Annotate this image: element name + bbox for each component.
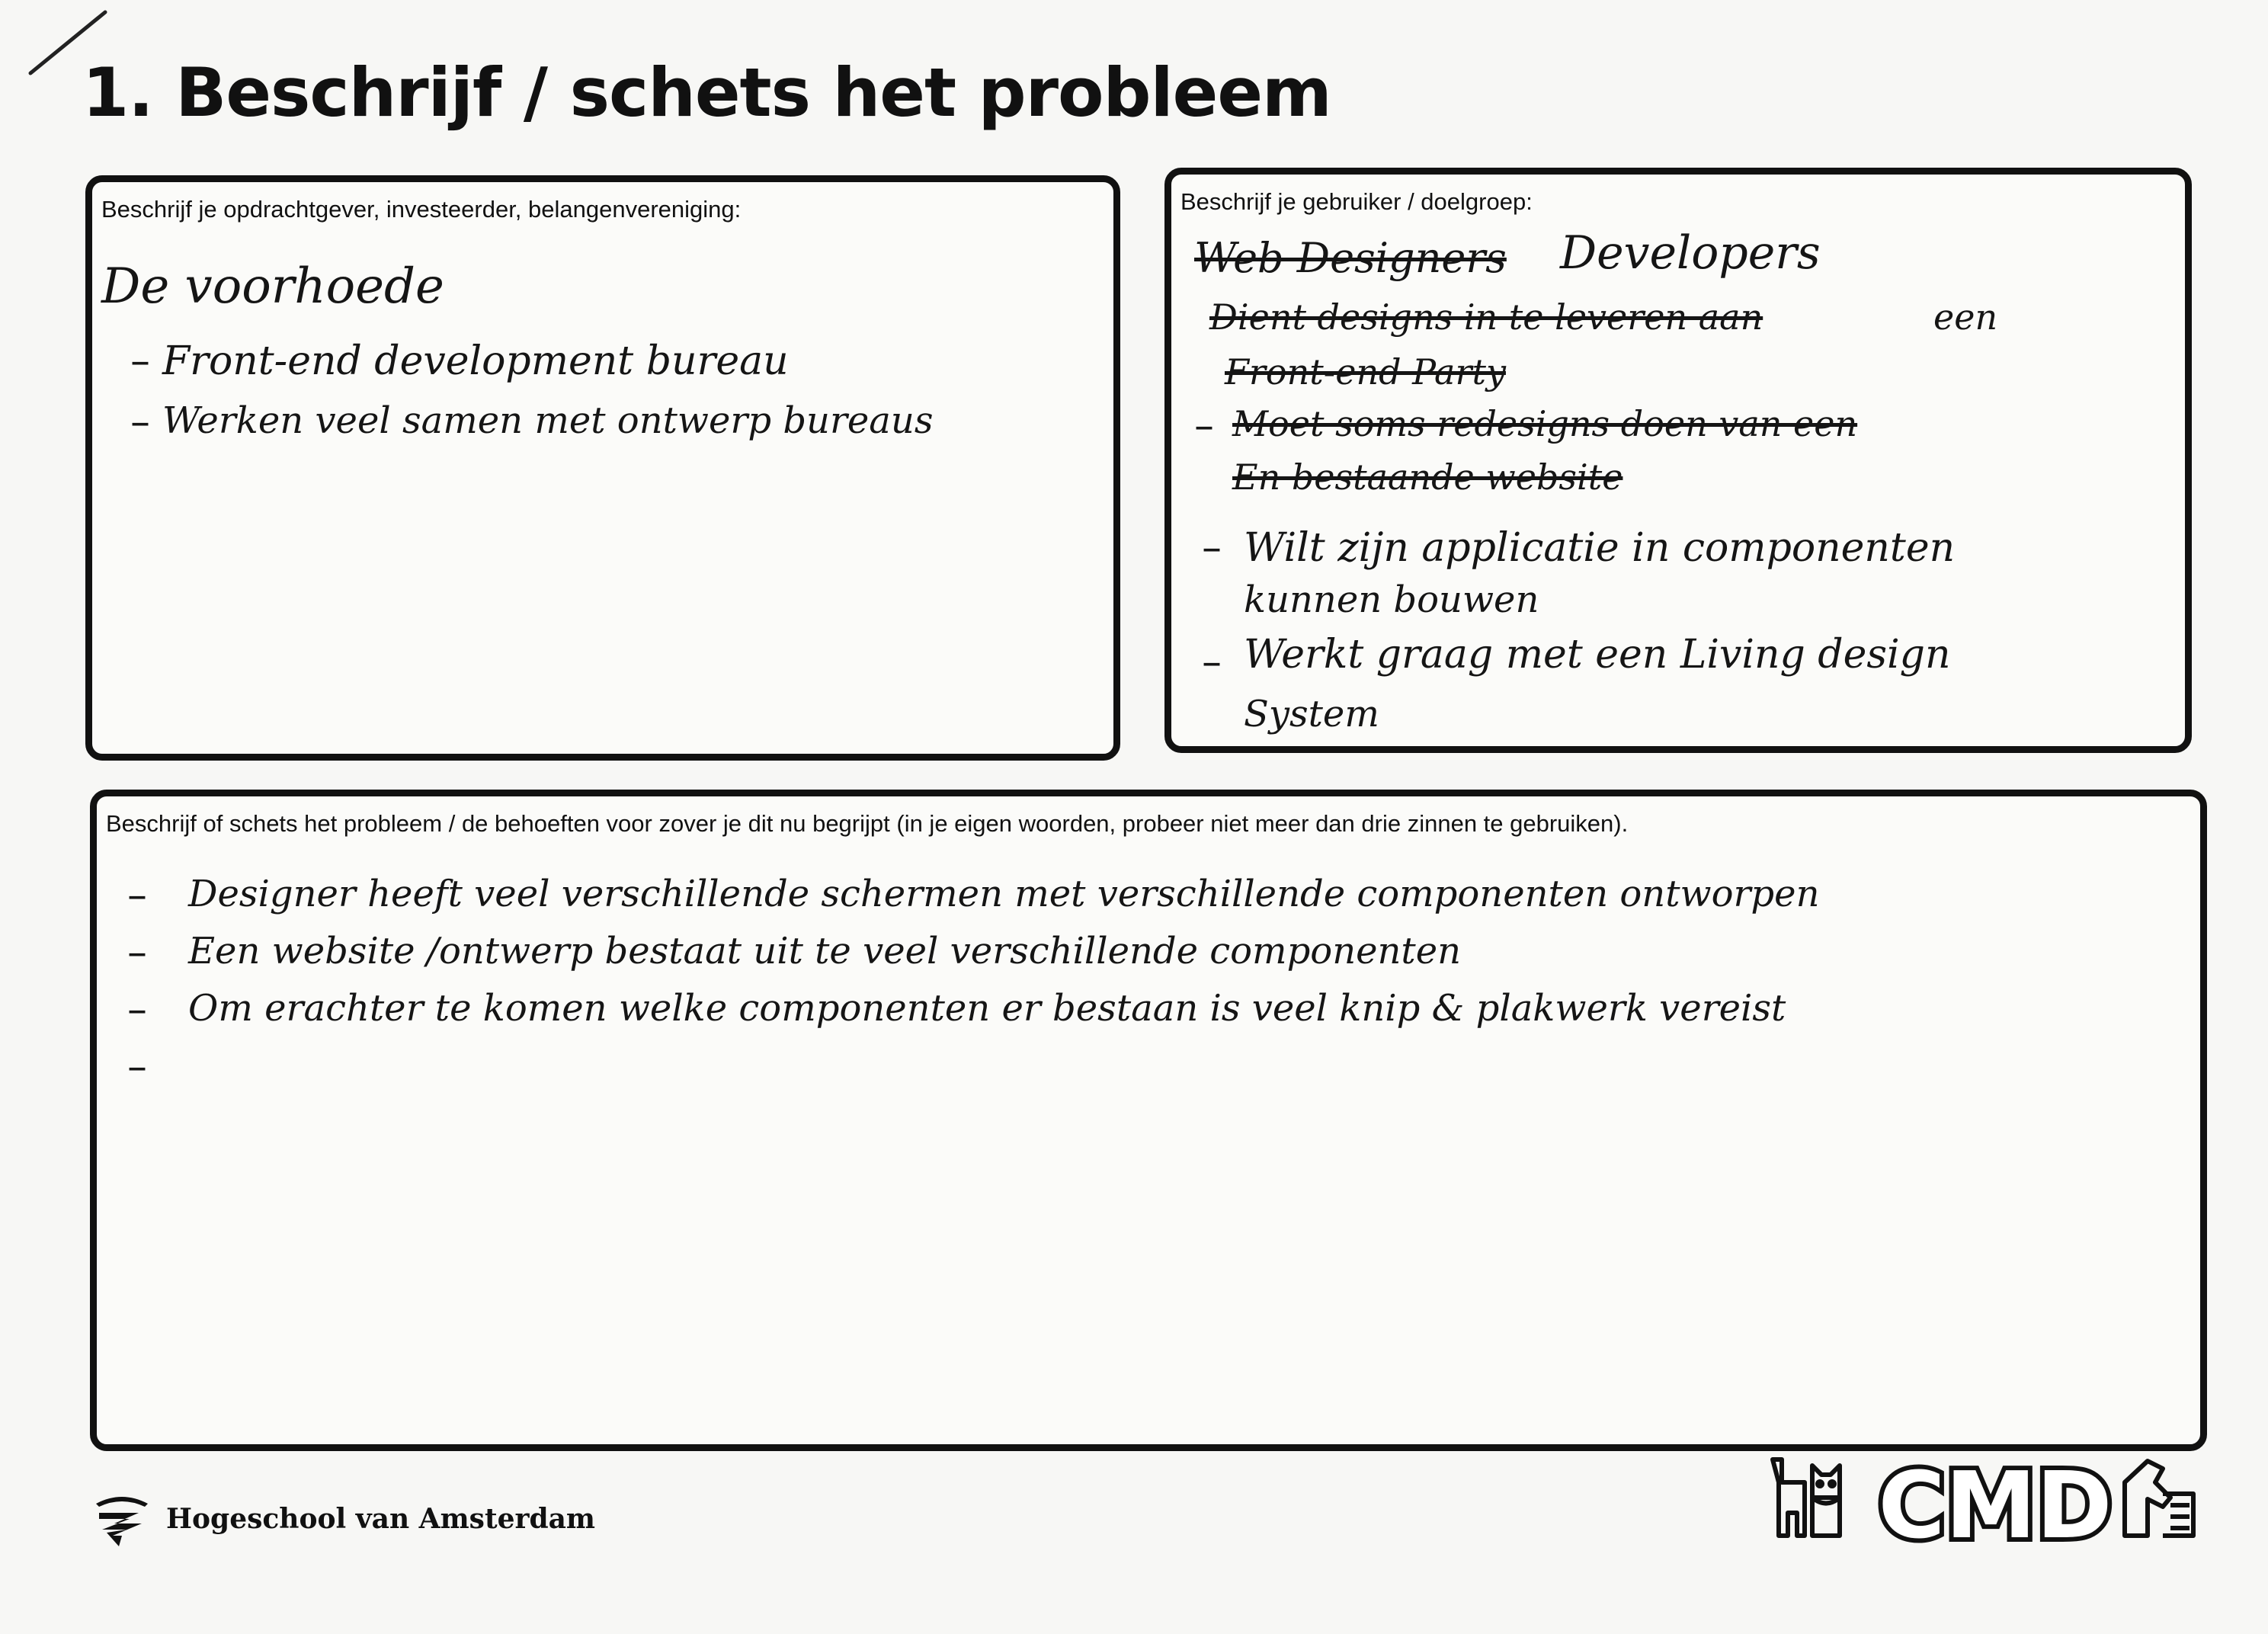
bullet-dash: – [127, 987, 147, 1033]
client-item: Front-end development bureau [162, 338, 789, 384]
bullet-dash: – [127, 1044, 147, 1090]
bullet-dash: – [130, 399, 150, 445]
client-name: De voorhoede [101, 258, 444, 315]
user-box-label: Beschrijf je gebruiker / doelgroep: [1180, 188, 1533, 215]
user-item-line1: Wilt zijn applicatie in componenten [1244, 525, 1956, 571]
horse-mascot-icon [2125, 1461, 2193, 1536]
client-box [85, 175, 1120, 761]
struck-heading: Web Designers [1194, 234, 1507, 282]
problem-box-label: Beschrijf of schets het probleem / de behoeften voor zover je dit nu begrijpt (in je eigen woorden, probeer niet meer dan drie zinnen te gebruiken). [106, 810, 1629, 837]
client-box-label: Beschrijf je opdrachtgever, investeerder, belangenvereniging: [101, 196, 742, 223]
bullet-dash: – [1202, 525, 1222, 571]
struck-line-tail: een [1933, 296, 1998, 338]
struck-line: Front-end Party [1225, 351, 1506, 392]
user-item-line1: Werkt graag met een Living design [1244, 632, 1951, 678]
problem-item: Designer heeft veel verschillende schermen met verschillende componenten ontworpen [188, 873, 1820, 915]
user-heading: Developers [1560, 226, 1821, 280]
user-item-line2: System [1244, 693, 1379, 735]
struck-line: Dient designs in te leveren aan [1209, 296, 1763, 338]
bullet-dash: – [127, 930, 147, 976]
client-item: Werken veel samen met ontwerp bureaus [162, 399, 934, 442]
page-title: 1. Beschrijf / schets het probleem [82, 53, 1331, 132]
hva-name: Hogeschool van Amsterdam [166, 1503, 596, 1535]
problem-item: Een website /ontwerp bestaat uit te veel verschillende componenten [188, 930, 1462, 972]
cmd-wordmark: CMD [1878, 1453, 2113, 1547]
user-box [1164, 168, 2192, 753]
hva-emblem-icon [91, 1490, 152, 1548]
bullet-dash: – [127, 873, 147, 918]
cat-mascot-icon [1773, 1459, 1840, 1536]
struck-line: En bestaande website [1232, 457, 1623, 498]
user-item-line2: kunnen bouwen [1244, 578, 1539, 621]
problem-box [90, 790, 2207, 1451]
hva-logo [91, 1490, 595, 1548]
bullet-dash: – [1202, 639, 1222, 685]
bullet-dash: – [1194, 403, 1214, 449]
problem-item: Om erachter te komen welke componenten er bestaan is veel knip & plakwerk vereist [188, 987, 1786, 1030]
struck-line: Moet soms redesigns doen van een [1232, 403, 1858, 444]
cmd-logo [1767, 1452, 2201, 1547]
bullet-dash: – [130, 338, 150, 384]
